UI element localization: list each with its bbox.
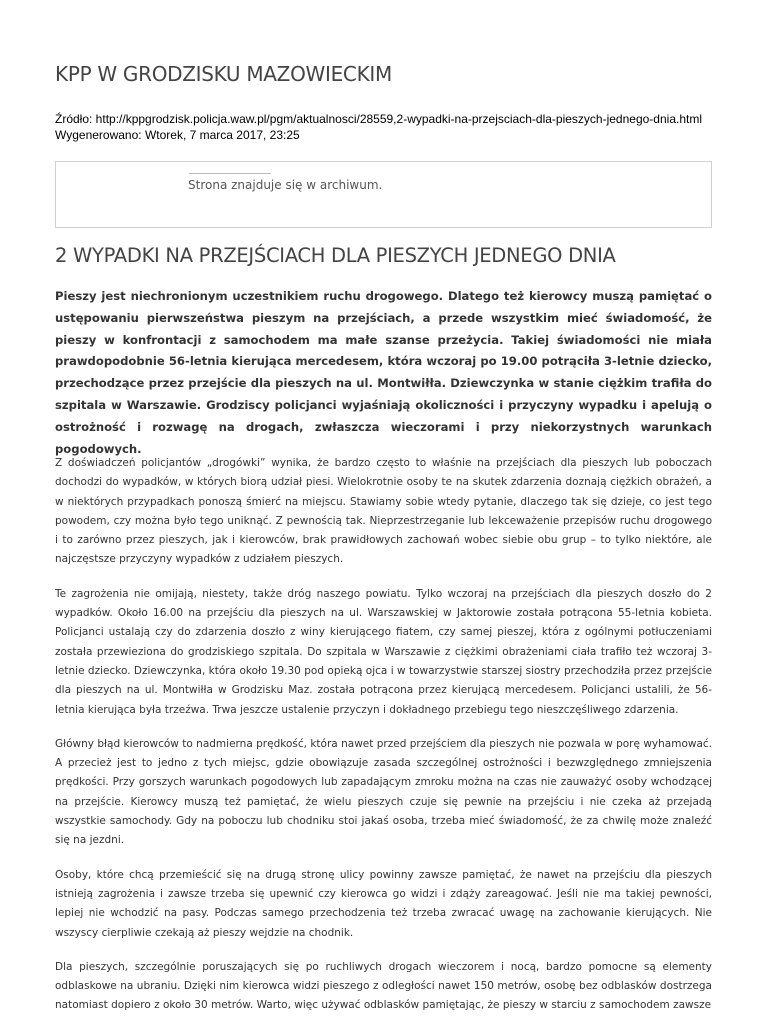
article-paragraph: Główny błąd kierowców to nadmierna prędkość, która nawet przed przejściem dla pieszych nie pozwala w porę wyhamować. A przecież jest to jedno z tych miejsc, gdzie obowiązuje zasada szczególnej ostrożności i bezwzględnego zmniejszenia prędkości. Przy gorszych warunkach pogodowych lub zapadającym zmroku można na czas nie zauważyć osoby wchodzącej na przejście. Kierowcy muszą też pamiętać, że wielu pieszych czuje się pewnie na przejściu i nie czeka aż przejadą wszystkie samochody. Gdy na poboczu lub chodniku stoi jakaś osoba, trzeba mieć świadomość, że za chwilę może znaleźć się na jezdni.: [55, 737, 712, 847]
article-body: [55, 454, 712, 1031]
article-title: 2 WYPADKI NA PRZEJŚCIACH DLA PIESZYCH JEDNEGO DNIA: [55, 244, 616, 267]
article-paragraph: Te zagrożenia nie omijają, niestety, także dróg naszego powiatu. Tylko wczoraj na przejściach dla pieszych doszło do 2 wypadków. Około 16.00 na przejściu dla pieszych na ul. Warszawskiej w Jaktorowie została potrącona 55-letnia kobieta. Policjanci ustalają czy do zdarzenia doszło z winy kierującego fiatem, czy samej pieszej, która z ogólnymi potłuczeniami została przewieziona do grodziskiego szpitala. Do szpitala w Warszawie z ciężkimi obrażeniami ciała trafiło też wczoraj 3-letnie dziecko. Dziewczynka, która około 19.30 pod opieką ojca i w towarzystwie starszej siostry przechodziła przez przejście dla pieszych na ul. Montwiłła w Grodzisku Maz. została potrącona przez kierującą mercedesem. Policjanci ustalili, że 56-letnia kierująca była trzeźwa. Trwa jeszcze ustalenie przyczyn i dokładnego przebiegu tego nieszczęśliwego zdarzenia.: [55, 587, 712, 716]
source-url: Źródło: http://kppgrodzisk.policja.waw.pl/pgm/aktualnosci/28559,2-wypadki-na-przejsciach-dla-pieszych-jednego-dnia.html: [55, 112, 702, 126]
article-paragraph: Dla pieszych, szczególnie poruszających się po ruchliwych drogach wieczorem i nocą, bardzo pomocne są elementy odblaskowe na ubraniu. Dzięki nim kierowca widzi pieszego z odległości nawet 150 metrów, osobę bez odblasków dostrzega natomiast dopiero z około 30 metrów. Warto, więc używać odblasków pamiętając, że pieszy w starciu z samochodem zawsze: [55, 960, 712, 1012]
article-lead: Pieszy jest niechronionym uczestnikiem ruchu drogowego. Dlatego też kierowcy muszą pamiętać o ustępowaniu pierwszeństwa pieszym na przejściach, a przede wszystkim mieć świadomość, że pieszy w konfrontacji z samochodem ma małe szanse przeżycia. Takiej świadomości nie miała prawdopodobnie 56-letnia kierująca mercedesem, która wczoraj po 19.00 potrąciła 3-letnie dziecko, przechodzące przez przejście dla pieszych na ul. Montwiłła. Dziewczynka w stanie ciężkim trafiła do szpitala w Warszawie. Grodziscy policjanci wyjaśniają okoliczności i przyczyny wypadku i apelują o ostrożność i rozwagę na drogach, zwłaszcza wieczorami i przy niekorzystnych warunkach pogodowych.: [55, 289, 712, 456]
generated-date: Wygenerowano: Wtorek, 7 marca 2017, 23:25: [55, 128, 300, 142]
article-paragraph: Z doświadczeń policjantów „drogówki” wynika, że bardzo często to właśnie na przejściach dla pieszych lub poboczach dochodzi do wypadków, w których biorą udział piesi. Wielokrotnie osoby te na skutek zdarzenia doznają ciężkich obrażeń, a w niektórych przypadkach ponoszą śmierć na miejscu. Stawiamy sobie wtedy pytanie, dlaczego tak się dzieje, co jest tego powodem, czy można było tego uniknąć. Z pewnością tak. Nieprzestrzeganie lub lekceważenie przepisów ruchu drogowego i to zarówno przez pieszych, jak i kierowców, brak prawidłowych zachowań wobec siebie obu grup – to tylko niektóre, ale najczęstsze przyczyny wypadków z udziałem pieszych.: [55, 457, 712, 566]
document-meta: [55, 111, 725, 143]
archive-notice-box: [55, 161, 712, 228]
archive-divider: [189, 173, 271, 174]
site-title: KPP W GRODZISKU MAZOWIECKIM: [55, 62, 392, 86]
article-paragraph: Osoby, które chcą przemieścić się na drugą stronę ulicy powinny zawsze pamiętać, że nawet na przejściu dla pieszych istnieją zagrożenia i zawsze trzeba się upewnić czy kierowca go widzi i zdąży zareagować. Jeśli nie ma takiej pewności, lepiej nie wchodzić na pasy. Podczas samego przechodzenia też trzeba zwracać uwagę na zachowanie kierujących. Nie wszyscy cierpliwie czekają aż pieszy wejdzie na chodnik.: [55, 868, 712, 939]
archive-notice: Strona znajduje się w archiwum.: [188, 178, 383, 192]
